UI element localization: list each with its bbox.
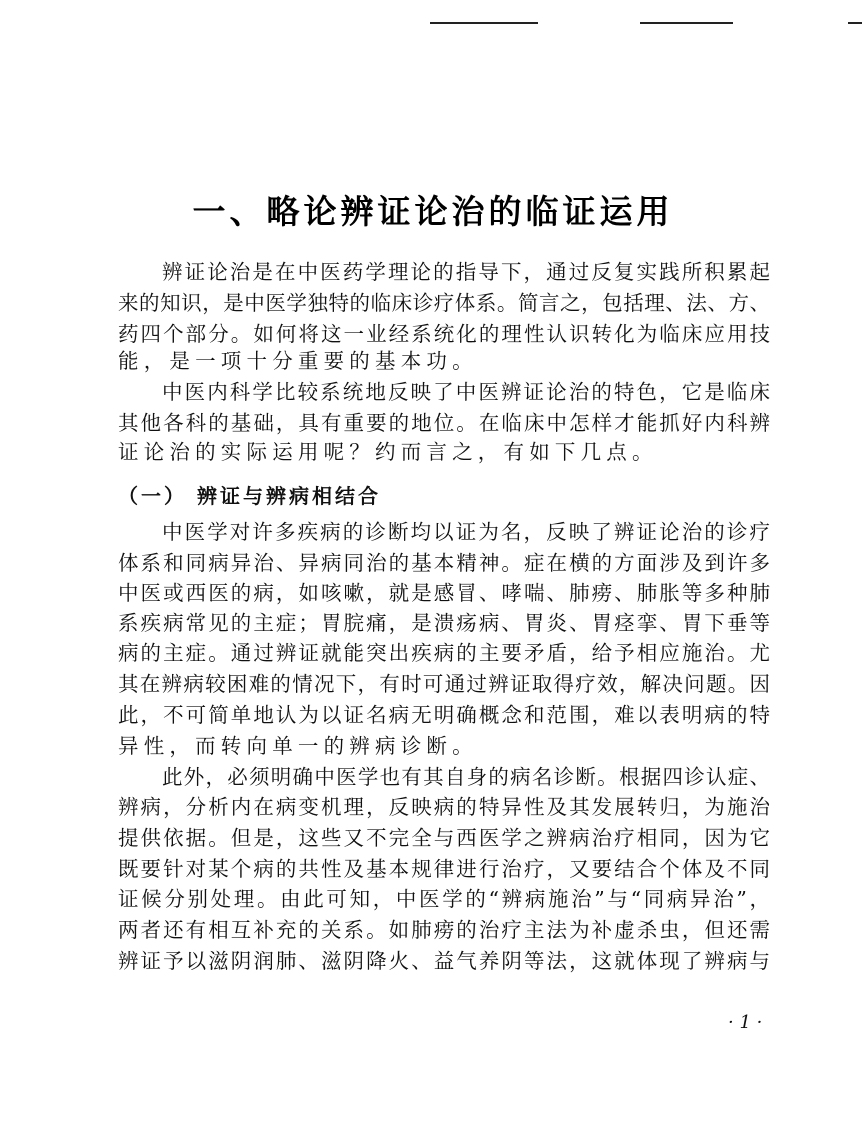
text-line: 其在辨病较困难的情况下，有时可通过辨证取得疗效，解决问题。因 (118, 672, 770, 696)
section-heading: （一） 辨证与辨病相结合 (118, 484, 381, 508)
text-line: 辨病，分析内在病变机理，反映病的特异性及其发展转归，为施治 (118, 795, 770, 819)
text-line: 能，是一项十分重要的基本功。 (118, 349, 478, 373)
text-line: 提供依据。但是，这些又不完全与西医学之辨病治疗相同，因为它 (118, 826, 770, 850)
text-line: 其他各科的基础，具有重要的地位。在临床中怎样才能抓好内科辨 (118, 411, 770, 435)
text-line: 辨证予以滋阴润肺、滋阴降火、益气养阴等法，这就体现了辨病与 (118, 949, 770, 973)
text-line: 此外，必须明确中医学也有其自身的病名诊断。根据四诊认症、 (162, 765, 770, 789)
text-line: 药四个部分。如何将这一业经系统化的理性认识转化为临床应用技 (118, 322, 770, 346)
scan-mark-line (640, 22, 733, 24)
text-line: 来的知识，是中医学独特的临床诊疗体系。简言之，包括理、法、方、 (118, 291, 770, 315)
text-line: 证候分别处理。由此可知，中医学的“辨病施治”与“同病异治”， (118, 887, 770, 911)
page-title: 一、略论辨证论治的临证运用 (192, 192, 674, 231)
text-line: 病的主症。通过辨证就能突出疾病的主要矛盾，给予相应施治。尤 (118, 641, 770, 665)
text-line: 体系和同病异治、异病同治的基本精神。症在横的方面涉及到许多 (118, 551, 770, 575)
text-line: 证论治的实际运用呢？约而言之，有如下几点。 (118, 440, 658, 464)
text-line: 中医或西医的病，如咳嗽，就是感冒、哮喘、肺痨、肺胀等多种肺 (118, 581, 770, 605)
page-number: · 1 · (728, 1012, 763, 1033)
scan-mark-line (430, 22, 538, 24)
text-line: 两者还有相互补充的关系。如肺痨的治疗主法为补虚杀虫，但还需 (118, 918, 770, 942)
text-line: 此，不可简单地认为以证名病无明确概念和范围，难以表明病的特 (118, 703, 770, 727)
text-line: 异性，而转向单一的辨病诊断。 (118, 734, 478, 758)
scan-mark-line (848, 22, 862, 24)
text-line: 中医内科学比较系统地反映了中医辨证论治的特色，它是临床 (162, 380, 770, 404)
text-line: 系疾病常见的主症；胃脘痛，是溃疡病、胃炎、胃痉挛、胃下垂等 (118, 611, 770, 635)
text-line: 辨证论治是在中医药学理论的指导下，通过反复实践所积累起 (162, 260, 770, 284)
text-line: 既要针对某个病的共性及基本规律进行治疗，又要结合个体及不同 (118, 857, 770, 881)
text-line: 中医学对许多疾病的诊断均以证为名，反映了辨证论治的诊疗 (162, 520, 770, 544)
